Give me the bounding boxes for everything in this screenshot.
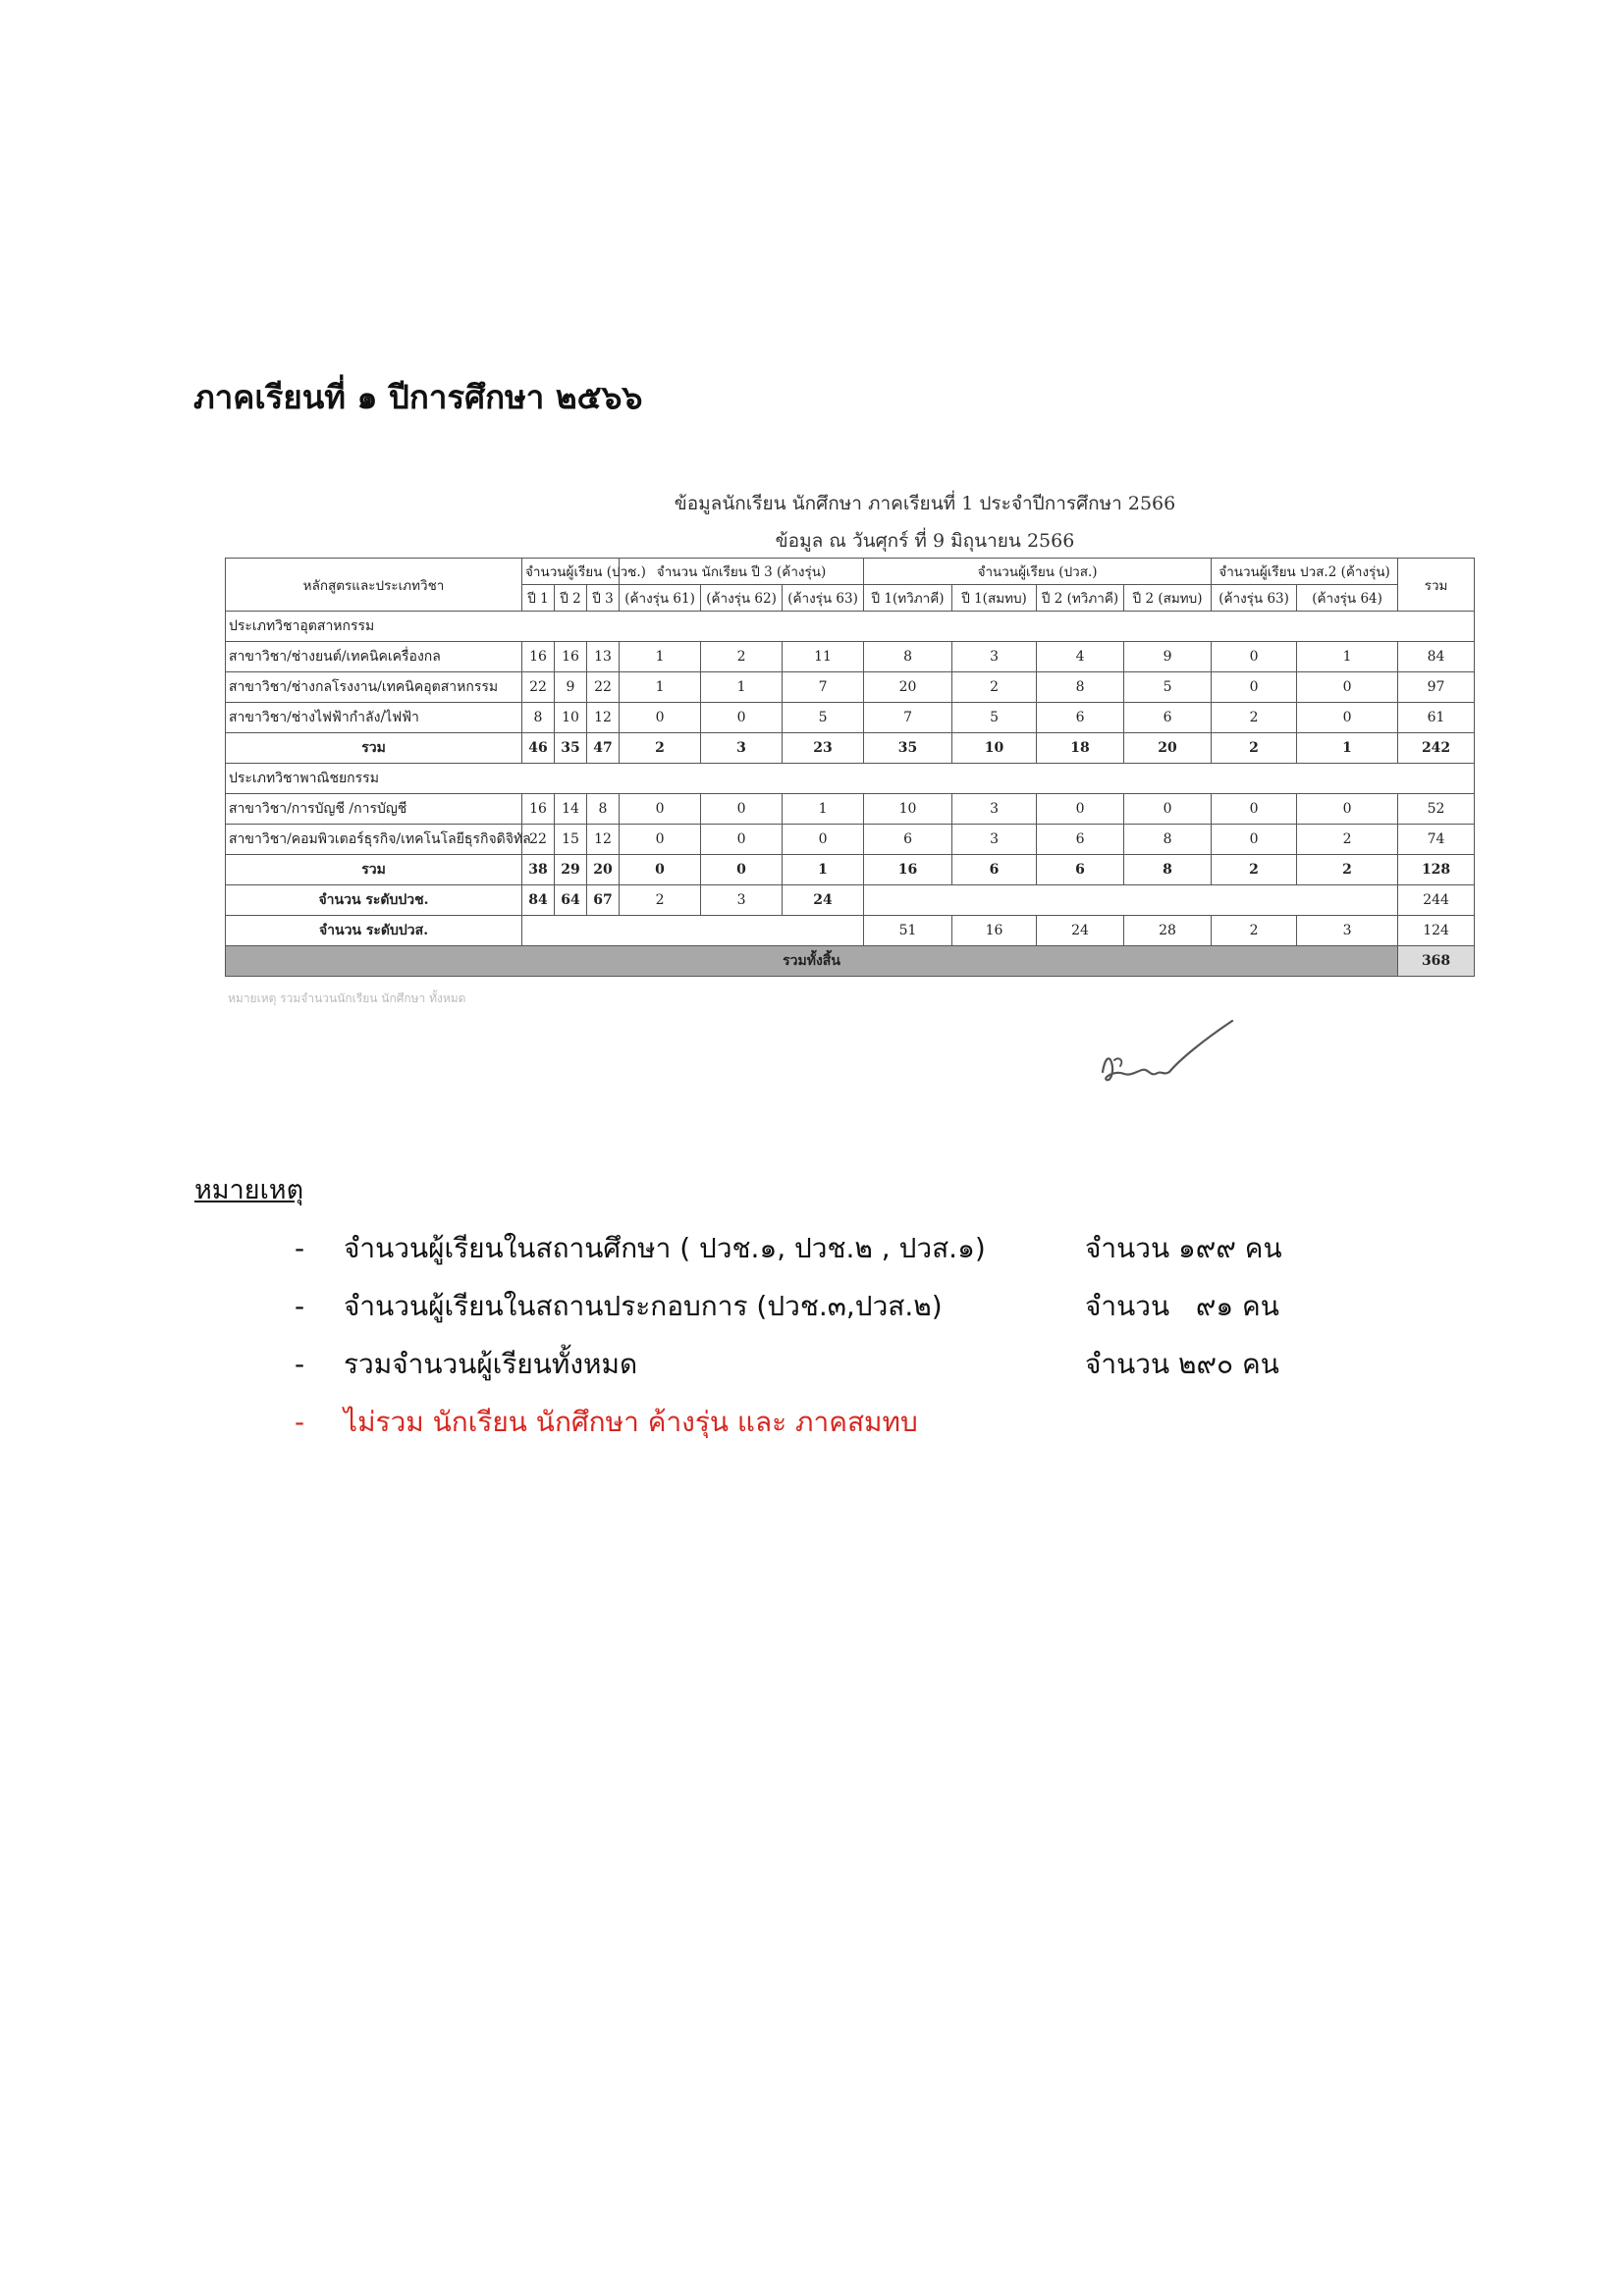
- row-label: รวม: [226, 733, 522, 764]
- cell: 84: [522, 885, 555, 916]
- program-row: [226, 703, 1475, 733]
- header-total: รวม: [1398, 559, 1475, 612]
- category-label: ประเภทวิชาอุตสาหกรรม: [226, 612, 1475, 642]
- program-row: [226, 794, 1475, 825]
- table-title: ข้อมูลนักเรียน นักศึกษา ภาคเรียนที่ 1 ประจำปีการศึกษา 2566: [674, 493, 1176, 514]
- cell: 2: [620, 733, 701, 764]
- cell: 0: [701, 855, 783, 885]
- cell: 4: [1037, 642, 1124, 672]
- total-cell: 61: [1398, 703, 1475, 733]
- subheader: (ค้างรุ่น 62): [701, 585, 783, 612]
- subheader: (ค้างรุ่น 61): [620, 585, 701, 612]
- cell: 2: [701, 642, 783, 672]
- note-amount: จำนวน ๒๙๐ คน: [1085, 1348, 1279, 1380]
- cell: 8: [1124, 855, 1212, 885]
- cell: 6: [952, 855, 1037, 885]
- cell: 12: [587, 825, 620, 855]
- table-subtitle: ข้อมูล ณ วันศุกร์ ที่ 9 มิถุนายน 2566: [775, 530, 1075, 552]
- cell: 8: [1124, 825, 1212, 855]
- note-amount: จำนวน ๙๑ คน: [1085, 1290, 1279, 1322]
- grand-total-label: รวมทั้งสิ้น: [226, 946, 1398, 977]
- cell: 46: [522, 733, 555, 764]
- pvc-level-row: [226, 885, 1475, 916]
- category-row-commerce: [226, 764, 1475, 794]
- row-label: จำนวน ระดับปวช.: [226, 885, 522, 916]
- cell: 3: [701, 885, 783, 916]
- note-text: จำนวนผู้เรียนในสถานประกอบการ (ปวช.๓,ปวส.๒): [344, 1290, 943, 1322]
- cell: 0: [783, 825, 864, 855]
- cell: 6: [1037, 825, 1124, 855]
- cell: 0: [701, 825, 783, 855]
- cell: 8: [522, 703, 555, 733]
- category-label: ประเภทวิชาพาณิชยกรรม: [226, 764, 1475, 794]
- cell: 24: [1037, 916, 1124, 946]
- note-item-red: [295, 1401, 918, 1444]
- cell: 24: [783, 885, 864, 916]
- cell: 0: [1124, 794, 1212, 825]
- cell: 5: [1124, 672, 1212, 703]
- notes-title: หมายเหตุ: [194, 1175, 304, 1205]
- subheader: (ค้างรุ่น 64): [1297, 585, 1398, 612]
- row-label: สาขาวิชา/ช่างไฟฟ้ากำลัง/ไฟฟ้า: [226, 703, 522, 733]
- table-footnote: หมายเหตุ รวมจำนวนนักเรียน นักศึกษา ทั้งหมด: [228, 991, 466, 1005]
- subheader: (ค้างรุ่น 63): [783, 585, 864, 612]
- header-program: หลักสูตรและประเภทวิชา: [226, 559, 522, 612]
- industry-rows: [226, 642, 1475, 733]
- grand-total-value: 368: [1398, 946, 1475, 977]
- commerce-sum: [226, 855, 1475, 885]
- scanned-table-titles: [222, 489, 1481, 561]
- header-pvc-carryover: จำนวน นักเรียน ปี 3 (ค้างรุ่น): [620, 559, 864, 585]
- cell: 35: [864, 733, 952, 764]
- cell: 0: [620, 825, 701, 855]
- cell: 1: [620, 642, 701, 672]
- cell: 3: [701, 733, 783, 764]
- row-label: สาขาวิชา/ช่างยนต์/เทคนิคเครื่องกล: [226, 642, 522, 672]
- cell: 11: [783, 642, 864, 672]
- cell: 23: [783, 733, 864, 764]
- cell: 16: [522, 794, 555, 825]
- cell: 2: [1297, 855, 1398, 885]
- total-cell: 74: [1398, 825, 1475, 855]
- cell: 35: [555, 733, 587, 764]
- industry-sum: [226, 733, 1475, 764]
- cell: 0: [1297, 672, 1398, 703]
- total-cell: 84: [1398, 642, 1475, 672]
- cell: 1: [620, 672, 701, 703]
- cell: 18: [1037, 733, 1124, 764]
- cell: 6: [1037, 703, 1124, 733]
- cell: 14: [555, 794, 587, 825]
- cell: 9: [1124, 642, 1212, 672]
- cell: 0: [620, 855, 701, 885]
- subheader: (ค้างรุ่น 63): [1212, 585, 1297, 612]
- cell: 6: [1124, 703, 1212, 733]
- total-cell: 52: [1398, 794, 1475, 825]
- note-item: [295, 1227, 1282, 1270]
- note-text: ไม่รวม นักเรียน นักศึกษา ค้างรุ่น และ ภาคสมทบ: [344, 1406, 918, 1438]
- cell: 16: [864, 855, 952, 885]
- cell: 22: [587, 672, 620, 703]
- total-cell: 242: [1398, 733, 1475, 764]
- cell: 3: [1297, 916, 1398, 946]
- blank-cell: [864, 885, 1398, 916]
- total-cell: 128: [1398, 855, 1475, 885]
- cell: 2: [620, 885, 701, 916]
- cell: 3: [952, 794, 1037, 825]
- blank-cell: [522, 916, 864, 946]
- cell: 6: [1037, 855, 1124, 885]
- cell: 0: [620, 703, 701, 733]
- cell: 1: [1297, 733, 1398, 764]
- cell: 67: [587, 885, 620, 916]
- cell: 3: [952, 825, 1037, 855]
- cell: 10: [952, 733, 1037, 764]
- row-label: สาขาวิชา/คอมพิวเตอร์ธุรกิจ/เทคโนโลยีธุรกิจดิจิทัล: [226, 825, 522, 855]
- cell: 2: [952, 672, 1037, 703]
- cell: 2: [1212, 733, 1297, 764]
- cell: 16: [555, 642, 587, 672]
- note-dash: -: [295, 1290, 305, 1322]
- cell: 0: [701, 703, 783, 733]
- cell: 0: [1212, 825, 1297, 855]
- row-label: รวม: [226, 855, 522, 885]
- note-text: รวมจำนวนผู้เรียนทั้งหมด: [344, 1348, 638, 1380]
- subheader: ปี 1(ทวิภาคี): [864, 585, 952, 612]
- sum-row: [226, 855, 1475, 885]
- total-cell: 97: [1398, 672, 1475, 703]
- cell: 2: [1212, 916, 1297, 946]
- cell: 3: [952, 642, 1037, 672]
- cell: 5: [783, 703, 864, 733]
- cell: 10: [864, 794, 952, 825]
- grand-total-row: [226, 946, 1475, 977]
- cell: 0: [620, 794, 701, 825]
- commerce-rows: [226, 794, 1475, 855]
- subheader: ปี 2: [555, 585, 587, 612]
- note-item: [295, 1343, 1279, 1386]
- total-cell: 124: [1398, 916, 1475, 946]
- cell: 15: [555, 825, 587, 855]
- cell: 51: [864, 916, 952, 946]
- pvs-level-row: [226, 916, 1475, 946]
- program-row: [226, 672, 1475, 703]
- signature-image: [1085, 1011, 1247, 1095]
- cell: 5: [952, 703, 1037, 733]
- cell: 38: [522, 855, 555, 885]
- note-dash: -: [295, 1348, 305, 1380]
- cell: 6: [864, 825, 952, 855]
- cell: 47: [587, 733, 620, 764]
- program-row: [226, 642, 1475, 672]
- cell: 12: [587, 703, 620, 733]
- cell: 0: [1212, 642, 1297, 672]
- note-dash: -: [295, 1232, 305, 1264]
- header-pvs: จำนวนผู้เรียน (ปวส.): [864, 559, 1212, 585]
- cell: 0: [1297, 703, 1398, 733]
- row-label: สาขาวิชา/การบัญชี /การบัญชี: [226, 794, 522, 825]
- cell: 8: [587, 794, 620, 825]
- cell: 0: [1212, 672, 1297, 703]
- cell: 20: [864, 672, 952, 703]
- subheader: ปี 3: [587, 585, 620, 612]
- cell: 1: [783, 855, 864, 885]
- cell: 9: [555, 672, 587, 703]
- student-count-table: [225, 558, 1475, 977]
- row-label: จำนวน ระดับปวส.: [226, 916, 522, 946]
- note-text: จำนวนผู้เรียนในสถานศึกษา ( ปวช.๑, ปวช.๒ , ปวส.๑): [344, 1232, 986, 1264]
- cell: 22: [522, 672, 555, 703]
- subheader: ปี 2 (สมทบ): [1124, 585, 1212, 612]
- sum-row: [226, 733, 1475, 764]
- note-item: [295, 1285, 1279, 1328]
- cell: 1: [1297, 642, 1398, 672]
- cell: 64: [555, 885, 587, 916]
- header-pvc: จำนวนผู้เรียน (ปวช.): [522, 559, 620, 585]
- cell: 22: [522, 825, 555, 855]
- cell: 1: [701, 672, 783, 703]
- row-label: สาขาวิชา/ช่างกลโรงงาน/เทคนิคอุตสาหกรรม: [226, 672, 522, 703]
- cell: 7: [783, 672, 864, 703]
- cell: 0: [1037, 794, 1124, 825]
- cell: 2: [1297, 825, 1398, 855]
- cell: 29: [555, 855, 587, 885]
- note-amount: จำนวน ๑๙๙ คน: [1085, 1232, 1282, 1264]
- cell: 8: [864, 642, 952, 672]
- cell: 0: [701, 794, 783, 825]
- cell: 8: [1037, 672, 1124, 703]
- program-row: [226, 825, 1475, 855]
- category-row-industry: [226, 612, 1475, 642]
- page-heading: ภาคเรียนที่ ๑ ปีการศึกษา ๒๕๖๖: [193, 378, 643, 416]
- cell: 0: [1212, 794, 1297, 825]
- cell: 2: [1212, 855, 1297, 885]
- header-row-1: [226, 559, 1475, 585]
- subheader: ปี 2 (ทวิภาคี): [1037, 585, 1124, 612]
- cell: 1: [783, 794, 864, 825]
- subheader: ปี 1: [522, 585, 555, 612]
- cell: 0: [1297, 794, 1398, 825]
- cell: 28: [1124, 916, 1212, 946]
- cell: 2: [1212, 703, 1297, 733]
- note-dash: -: [295, 1406, 305, 1438]
- header-pvs-carryover: จำนวนผู้เรียน ปวส.2 (ค้างรุ่น): [1212, 559, 1398, 585]
- subheader: ปี 1(สมทบ): [952, 585, 1037, 612]
- total-cell: 244: [1398, 885, 1475, 916]
- cell: 20: [1124, 733, 1212, 764]
- cell: 10: [555, 703, 587, 733]
- cell: 7: [864, 703, 952, 733]
- cell: 16: [952, 916, 1037, 946]
- cell: 13: [587, 642, 620, 672]
- cell: 20: [587, 855, 620, 885]
- cell: 16: [522, 642, 555, 672]
